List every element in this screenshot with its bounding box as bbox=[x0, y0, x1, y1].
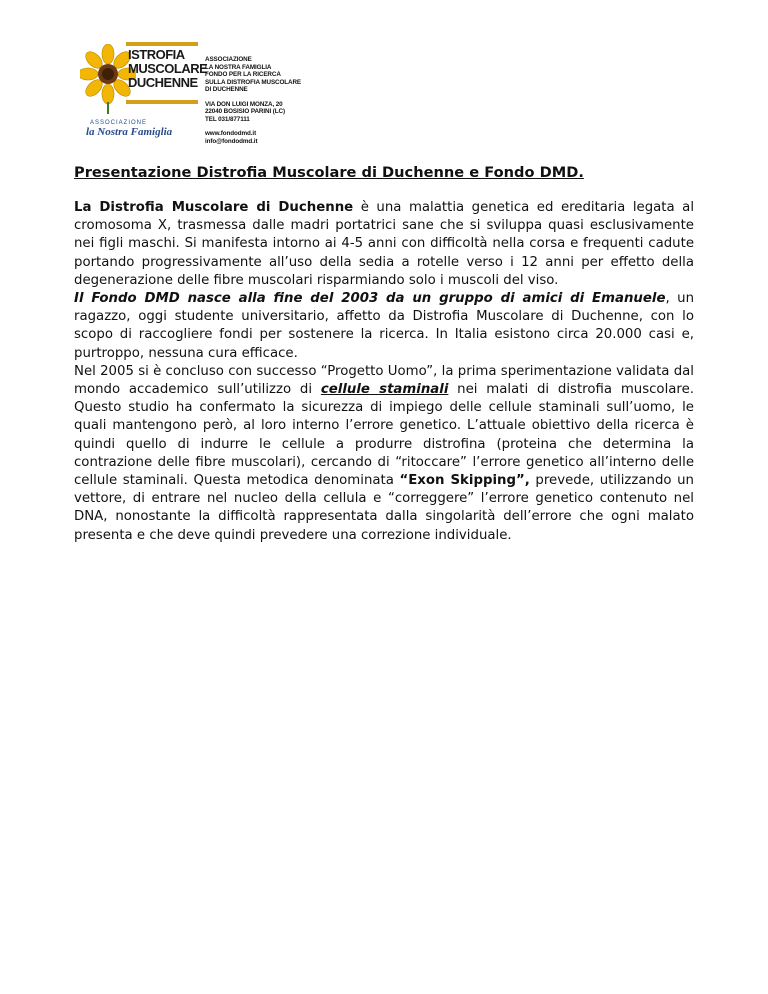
paragraph-1-lead: La Distrofia Muscolare di Duchenne bbox=[74, 200, 354, 215]
association-name: la Nostra Famiglia bbox=[86, 126, 173, 138]
paragraph-3-part-3: prevede, utilizzando un vettore, di entrare nel nucleo della cellula e “correggere” l’errore genetico contenuto nel DNA, nonostante la difficoltà rappresentata dalla singolarità dell’errore che ogni malato presenta e che deve quindi prevedere una correzione individuale. bbox=[74, 473, 694, 543]
paragraph-3-part-2: nei malati di distrofia muscolare. Questo studio ha confermato la sicurezza di impiego delle cellule staminali sull’uomo, le quali mantengono però, al loro interno l’errore genetico. L’attuale obiettivo della ricerca è quindi quello di indurre le cellule a produrre distrofina (proteina che determina la contrazione delle fibre muscolari), cercando di “ritoccare” l’errore genetico all’interno delle cellule staminali. Questa metodica denominata bbox=[74, 382, 694, 489]
association-logo bbox=[74, 40, 208, 140]
contact-line-1: ASSOCIAZIONE bbox=[205, 56, 252, 63]
paragraph-2-text: , un ragazzo, oggi studente universitario, affetto da Distrofia Muscolare di Duchenne, con lo scopo di raccogliere fondi per sostenere la ricerca. In Italia esistono circa 20.000 casi e, purtroppo, nessuna cura efficace. bbox=[74, 291, 694, 361]
paragraph-3-bold: “Exon Skipping”, bbox=[399, 473, 530, 489]
logo-line-3: DUCHENNE bbox=[128, 75, 198, 90]
letterhead bbox=[74, 40, 374, 148]
contact-line-4: SULLA DISTROFIA MUSCOLARE bbox=[205, 78, 302, 86]
paragraph-2 bbox=[74, 290, 694, 363]
document-title: Presentazione Distrofia Muscolare di Duchenne e Fondo DMD. bbox=[74, 164, 584, 181]
contact-line-5: DI DUCHENNE bbox=[205, 86, 248, 93]
contact-line-2: LA NOSTRA FAMIGLIA bbox=[205, 63, 272, 71]
paragraph-3-part-1: Nel 2005 si è concluso con successo “Progetto Uomo”, la prima sperimentazione validata dal mondo accademico sull’utilizzo di bbox=[74, 363, 694, 398]
website-link[interactable]: www.fondodmd.it bbox=[205, 130, 257, 137]
association-label: ASSOCIAZIONE bbox=[90, 120, 148, 126]
document-body bbox=[74, 199, 694, 545]
logo-wordmark bbox=[124, 47, 208, 100]
email-link[interactable]: info@fondodmd.it bbox=[205, 137, 258, 145]
address-line-2: 22040 BOSISIO PARINI (LC) bbox=[205, 108, 285, 115]
contact-block bbox=[205, 56, 345, 145]
logo-line-2: MUSCOLARE bbox=[128, 61, 208, 76]
paragraph-1-text: è una malattia genetica ed ereditaria legata al cromosoma X, trasmessa dalle madri portatrici sane che si sviluppa quasi esclusivamente nei figli maschi. Si manifesta intorno ai 4-5 anni con difficoltà nella corsa e frequenti cadute portando progressivamente all’uso della sedia a rotelle verso i 12 anni per effetto della degenerazione delle fibre muscolari risparmiando solo i muscoli del viso. bbox=[74, 200, 695, 288]
paragraph-3 bbox=[74, 363, 694, 545]
logo-line-1: ISTROFIA bbox=[128, 47, 185, 62]
address-line-1: VIA DON LUIGI MONZA, 20 bbox=[205, 100, 283, 108]
contact-line-3: FONDO PER LA RICERCA bbox=[205, 71, 281, 78]
paragraph-2-lead: Il Fondo DMD nasce alla fine del 2003 da un gruppo di amici di Emanuele bbox=[74, 291, 666, 307]
paragraph-3-emphasis: cellule staminali bbox=[320, 382, 449, 398]
phone-number: TEL 031/877111 bbox=[205, 115, 250, 123]
paragraph-1 bbox=[74, 199, 694, 290]
